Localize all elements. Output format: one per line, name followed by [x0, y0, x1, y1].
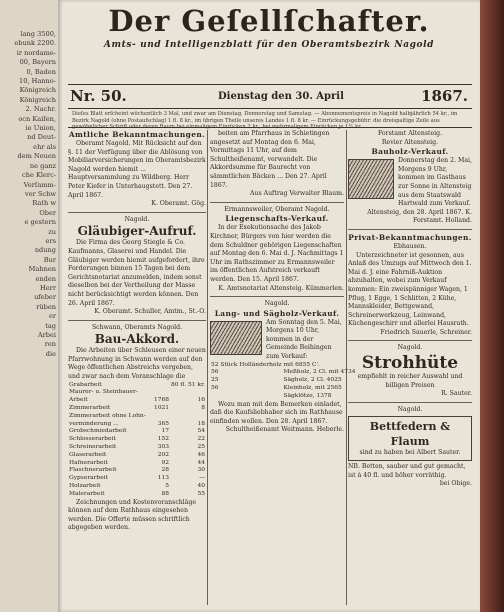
adjacent-page-line: zu: [48, 227, 56, 236]
table-cell: 56: [211, 369, 219, 376]
table-cell: 40: [197, 483, 205, 490]
adjacent-page-line: 10, Hanno-: [19, 77, 56, 86]
place-line: Revier Altensteig.: [381, 138, 439, 146]
table-cell: Kleinholz, mit 2565: [283, 385, 342, 392]
table-cell: Schlosserarbeit: [69, 436, 116, 443]
adjacent-page-line: Ober: [39, 208, 56, 217]
adjacent-page-line: 2. Nachr.: [25, 105, 56, 114]
table-cell: 1021: [153, 405, 169, 412]
adjacent-page-line: ie Union,: [25, 124, 56, 133]
adjacent-page-line: ocn Kaiſen,: [18, 114, 56, 123]
cost-table: [68, 382, 206, 499]
table-cell: 25: [211, 377, 219, 384]
table-row: [68, 460, 206, 468]
table-row: [68, 491, 206, 499]
adjacent-page-line: ren: [44, 340, 56, 349]
table-cell: Sägklötze, 1378: [283, 392, 332, 399]
table-row: [68, 397, 206, 405]
article-text: Die Arbeiten über Schleusen einer neuen Pfarrwohnung in Schwann werden auf den Wege öffentlichen Abstreichs vergeben, und zwar nach dem Voranschlage die: [68, 347, 206, 381]
table-row: [68, 382, 206, 390]
adjacent-page-line: ir nordame-: [16, 48, 56, 57]
adjacent-page-line: tag: [45, 321, 56, 330]
table-row: [210, 362, 356, 370]
table-row: [68, 483, 206, 491]
ad-headline: Bauholz-Verkauf.: [371, 147, 449, 157]
place-line: Nagold.: [264, 300, 290, 308]
adjacent-page-line: lang 3500,: [20, 30, 56, 38]
table-cell: 8: [201, 405, 205, 412]
adjacent-page-edge: [0, 0, 58, 612]
divider: [348, 340, 472, 341]
table-cell: 54: [197, 428, 205, 435]
table-cell: 46: [197, 451, 205, 458]
place-line: Schwann, Oberamts Nagold.: [91, 323, 183, 331]
article-text: Oberamt Nagold. Mit Rücksicht auf den §. 11 der Verfügung über die Ablösung von Mobiliarversicherungen im Oberamtsbezirk Nagold werden hiemit ... Hauptversammlung zu Wildberg. Herr Peter Kiefer in Unterhaugstett. Den 27. April 1867.: [68, 140, 206, 199]
ad-headline: Lang- und Sägholz-Verkauf.: [214, 308, 340, 318]
adjacent-page-line: nd Deut-: [27, 133, 56, 142]
adjacent-page-line: ne ganz: [29, 161, 56, 170]
issue-number: Nr. 50.: [70, 87, 127, 105]
adjacent-page-line: ers: [45, 236, 56, 245]
table-cell: Sägholz, 2 Cl. 4025: [283, 377, 342, 384]
divider: [68, 212, 206, 213]
newspaper-title: Der Geſellſchafter.: [108, 4, 430, 38]
table-cell: [210, 393, 282, 401]
table-row: [68, 467, 206, 475]
table-cell: 303: [157, 444, 169, 451]
subscription-notice: Dieſes Blatt erſcheint wöchentlich 3 Mal, und zwar am Dienstag, Donnerstag und Samstag. — Abonnementspreis in Nagold halbjährlich 54 kr., im Bezirk Nagold (ohne Postaufschlag) 1 fl. 8 kr., im übrigen Theile unseres Landes 1 fl. 8 kr. — Einrückungsgebühr: die dreispaltige Zeile aus: [72, 111, 458, 124]
adjacent-page-line: e gestern: [24, 218, 56, 227]
table-cell: 28: [161, 467, 169, 474]
adjacent-page-line: ebunk 2200.: [14, 39, 56, 48]
table-cell: —: [199, 475, 205, 482]
divider: [348, 402, 472, 403]
article-text: sind zu haben bei Albert Sauter.: [359, 449, 461, 457]
table-cell: 16: [197, 397, 205, 404]
article-text: NB. Betten, sauber und gut gemacht, ist à 40 fl. und höher vorräthig.: [348, 463, 466, 479]
adjacent-page-line: 00, Bayern: [19, 58, 56, 67]
table-cell: 55: [197, 490, 205, 497]
section-heading: Amtliche Bekanntmachungen.: [68, 130, 206, 139]
place-line: Ebhausen.: [393, 242, 427, 250]
adjacent-page-line: Verſamm-: [23, 180, 56, 189]
divider: [68, 108, 472, 109]
divider: [210, 202, 344, 203]
adjacent-page-line: ver Schw: [25, 189, 56, 198]
adjacent-page-line: che Klerc-: [22, 171, 56, 180]
table-cell: verminderung ...: [69, 420, 119, 427]
table-cell: Meßholz, 2 Cl. mit 4734: [283, 369, 356, 376]
adjacent-page-line: ehr als: [33, 142, 56, 151]
table-row: [68, 421, 206, 429]
table-cell: [170, 389, 206, 397]
article-signature: K. Amtsnotariat Altensteig. Kümmerlen.: [218, 284, 344, 292]
adjacent-page-line: Rath w: [32, 199, 56, 208]
adjacent-page-line: Bur: [43, 255, 56, 264]
table-row: [68, 405, 206, 413]
newspaper-page: [58, 0, 480, 612]
divider: [348, 229, 472, 230]
place-line: Forstamt Altensteig.: [377, 130, 443, 137]
ad-headline: Bettfedern & Flaum: [369, 420, 451, 449]
table-cell: 80 fl. 51 kr.: [170, 381, 205, 388]
table-cell: 18: [197, 420, 205, 427]
woodcut-illustration: [348, 159, 394, 199]
table-cell: Maurer- u. Steinhauer-: [69, 389, 138, 396]
article-text: Am Sonntag den 5. Mai, Morgens 10 Uhr, kommen in der Gemeinde Beihingen zum Verkauf:: [266, 318, 342, 361]
place-line: Nagold.: [124, 215, 150, 223]
article-text: Wozu man mit dem Bemerken einladet, daß die Kaufsliebhaber sich im Rathhause einfinden wollen. Den 28. April 1867.: [210, 400, 343, 425]
issue-bar: [68, 87, 472, 107]
article-text: beiten am Pfarrhaus in Schietingen angesetzt auf Montag den 6. Mai, Vormittags 11 Uhr, auf dem Schultheißenamt, verwandelt. Die Akkordsumme für Baurecht von sämmtlichen Bäcken ... Den 27. April 1867.: [210, 130, 330, 189]
place-line: Nagold.: [397, 344, 423, 352]
table-cell: [147, 413, 170, 421]
table-cell: 17: [161, 428, 169, 435]
ad-box: [348, 416, 472, 461]
table-row: [68, 444, 206, 452]
adjacent-page-line: dem Neuen: [17, 152, 56, 161]
adjacent-page-line: 0, Baden: [26, 67, 56, 76]
table-cell: Zimmerarbeit: [69, 405, 111, 412]
table-cell: Flaschnerarbeit: [69, 467, 117, 474]
table-cell: Schreinerarbeit: [69, 444, 117, 451]
table-cell: [147, 389, 170, 397]
woodcut-illustration: [210, 321, 262, 355]
article-signature: bei Obige.: [439, 480, 472, 488]
issue-year: 1867.: [421, 87, 468, 105]
adjacent-page-line: Königreich: [19, 95, 56, 104]
adjacent-page-line: ndung: [34, 246, 56, 255]
table-cell: 202: [157, 451, 169, 458]
divider: [68, 320, 206, 321]
masthead: [64, 4, 474, 50]
adjacent-page-line: rüben: [36, 302, 56, 311]
table-cell: 22: [197, 436, 205, 443]
table-cell: Zimmerarbeit ohne Lohn-: [69, 412, 146, 419]
article-text: Unterzeichneter ist gesonnen, aus Anlaß des Umzugs auf Mittwoch den 1. Mai d. J. eine Fahrniß-Auktion abzuhalten, wobei zum Verkauf kommen: Ein zweispänniger Wagen, 1 Pflug, 1 Egge, 1 Schlitten, 2 Kühe, Mannskleider, Bettgewand, Schreinerwerkzeug, Leinwand, Küchengeschirr und allerlei Hausrath.: [348, 251, 472, 328]
table-cell: Grabarbeit: [69, 381, 102, 388]
article-signature: R. Sauter.: [441, 390, 472, 398]
column-rule: [207, 130, 208, 605]
column-1: [68, 130, 206, 608]
article-signature: Friedrich Sauerle, Schreiner.: [380, 328, 472, 336]
article-text: empfiehlt in reicher Auswahl und billigen Preisen: [357, 373, 463, 389]
article-text: Donnerstag den 2. Mai, Morgens 9 Uhr, kommen im Gasthaus zur Sonne in Altensteig aus dem Staatswald Hartwald zum Verkauf.: [398, 157, 472, 208]
table-cell: mit 6855 C'.: [283, 361, 321, 368]
table-row: [68, 452, 206, 460]
article-text: Die Firma des Georg Stiegle & Co. Kaufmanns, Glaserei und Handel. Die Gläubiger werden hiemit aufgefordert, ihre Forderungen binnen 15 Tagen bei dem Gerichtsnotariat anzumelden, indem sonst dieselben bei der Vertheilung der Masse nicht berücksichtigt werden können. Den 26. April 1867.: [68, 239, 205, 307]
table-cell: 113: [157, 475, 169, 482]
article-text: Zeichnungen und Kostenvoranschläge können auf dem Rathhaus eingesehen werden. Die Offerte müssen schriftlich abgegeben werden.: [68, 498, 197, 532]
table-cell: Hafnerarbeit: [69, 459, 108, 466]
timber-table: [210, 362, 356, 401]
table-cell: Arbeit: [69, 397, 88, 404]
table-row: [68, 413, 206, 421]
article-signature: K. Oberamt. Gög.: [151, 200, 206, 208]
adjacent-page-text: [0, 0, 58, 612]
article-text: In der Exekutionsache des Jakob Kirchner, Bürgers von hier werden die dem Schuldner gehörigen Liegenschaften auf Montag den 6. Mai d. J. Nachmittags 1 Uhr im Rathszimmer zu Ermannsweiler im öffentlichen Aufstreich verkauft werden. Den 15. April 1867.: [210, 224, 344, 283]
newspaper-subtitle: Amts- und Intelligenzblatt für den Oberamtsbezirk Nagold: [103, 40, 435, 50]
table-cell: 5: [165, 483, 169, 490]
table-row: [68, 389, 206, 397]
adjacent-page-line: ufeber: [34, 293, 56, 302]
divider: [210, 296, 344, 297]
article-signature: Aus Auftrag Verwalter Blaum.: [250, 190, 344, 198]
table-cell: 365: [157, 420, 169, 427]
table-cell: 52 Stück Holländerholz: [211, 361, 282, 368]
table-cell: 30: [197, 467, 205, 474]
book-binding: [480, 0, 504, 612]
table-row: [68, 436, 206, 444]
divider: [68, 84, 472, 85]
table-cell: Glaserarbeit: [69, 451, 107, 458]
column-2: [210, 130, 356, 608]
table-cell: 56: [211, 385, 219, 392]
table-cell: 92: [161, 459, 169, 466]
table-cell: [170, 413, 206, 421]
article-signature: K. Oberamt. Schuller, Amtm., St.-O.: [94, 308, 206, 316]
table-row: [210, 385, 356, 393]
table-cell: Grobschmiedarbeit: [69, 428, 127, 435]
table-cell: 88: [161, 490, 169, 497]
column-3: [348, 130, 472, 608]
table-cell: 25: [197, 444, 205, 451]
ad-headline: Strohhüte: [361, 353, 459, 374]
table-cell: Malerarbeit: [69, 490, 105, 497]
divider: [68, 127, 472, 128]
issue-date: Dienstag den 30. April: [218, 91, 344, 102]
ad-headline: Gläubiger-Aufruf.: [77, 224, 197, 239]
table-cell: 44: [197, 459, 205, 466]
table-row: [210, 393, 356, 401]
place-line: Nagold.: [397, 405, 423, 413]
table-cell: 1768: [153, 397, 169, 404]
table-row: [68, 475, 206, 483]
article-signature: Altensteig, den 28. April 1867. K. Forstamt. Holland.: [367, 208, 472, 225]
ad-headline: Bau-Akkord.: [94, 332, 180, 347]
table-cell: 152: [157, 436, 169, 443]
adjacent-page-line: enden: [35, 274, 56, 283]
adjacent-page-line: Königreich: [19, 86, 56, 95]
place-line: Ermannsweiler, Oberamt Nagold.: [224, 205, 330, 213]
adjacent-page-line: Herr: [40, 283, 56, 292]
section-heading: Privat-Bekanntmachungen.: [348, 232, 472, 242]
table-cell: Gypserarbeit: [69, 475, 108, 482]
table-row: [210, 369, 356, 377]
table-row: [210, 377, 356, 385]
adjacent-page-line: er: [48, 312, 56, 321]
adjacent-page-line: die: [45, 349, 56, 358]
adjacent-page-line: Arbei: [37, 331, 56, 339]
adjacent-page-line: Mahnen: [28, 265, 56, 274]
table-row: [68, 428, 206, 436]
article-signature: Schultheißenamt Weitmann. Heberle.: [225, 426, 344, 434]
table-cell: [147, 382, 170, 390]
table-cell: Holzarbeit: [69, 483, 101, 490]
ad-headline: Liegenschafts-Verkauf.: [225, 214, 329, 224]
